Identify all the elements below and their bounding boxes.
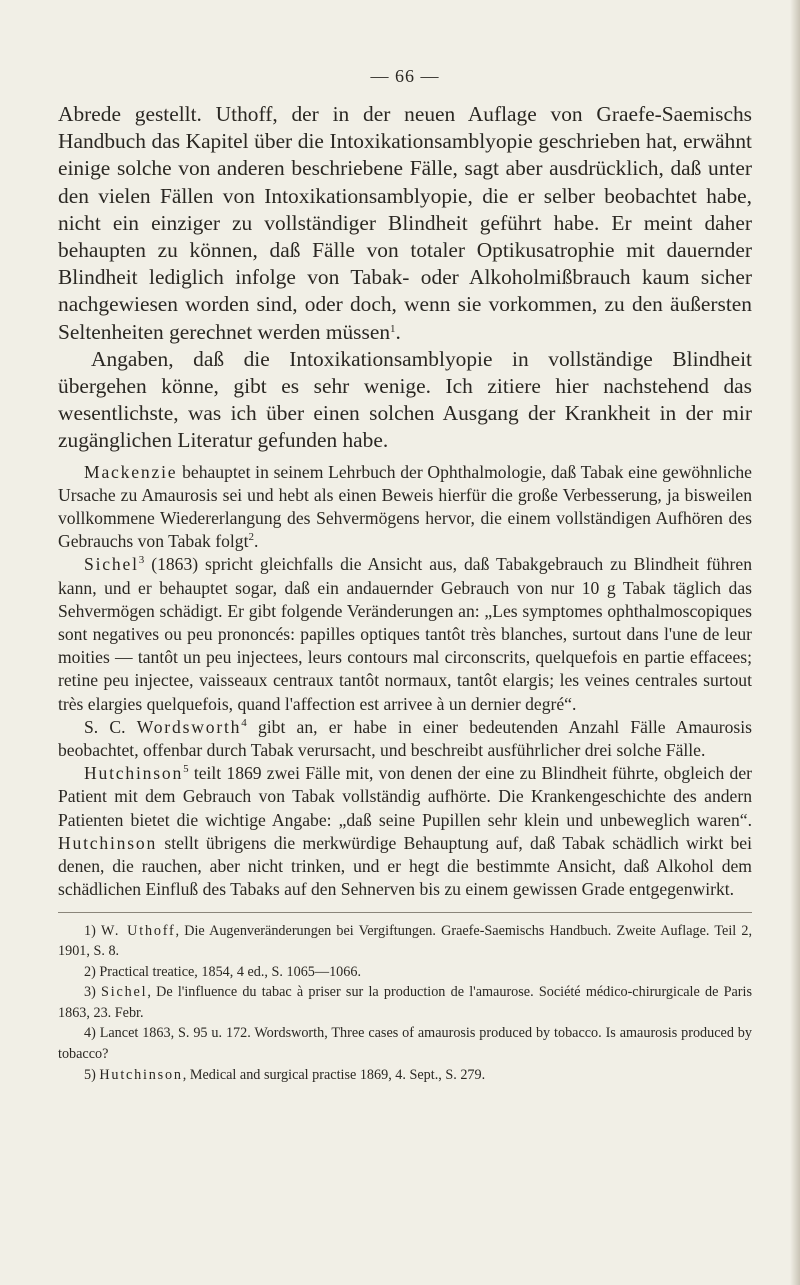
footnote-divider [58, 912, 752, 913]
footnote-number: 2) [84, 963, 100, 980]
footnote-ref: 3 [138, 554, 145, 567]
page-number: — 66 — [370, 66, 440, 86]
footnote-4 [58, 1023, 752, 1064]
footnote-5 [58, 1065, 752, 1086]
page-edge-shadow [790, 0, 800, 1285]
footnote-number: 3) [84, 984, 102, 1001]
author-name: Sichel [84, 554, 139, 575]
paragraph-text: stellt übrigens die merkwürdige Behauptung auf, daß Tabak schädlich wirkt bei denen, die rauchen, aber nicht trinken, und er hegt die bestimmte Ansicht, daß Alkohol dem schädlichen Einfluß des Tabaks auf den Sehnerven bis zu einem gewissen Grade entgegenwirkt. [58, 832, 752, 900]
paragraph-text: Angaben, daß die Intoxikationsamblyopie in vollständige Blindheit übergehen könne, gibt es sehr wenige. Ich zitiere hier nachstehend das wesentlichste, was ich über einen solchen Ausgang der Krankheit in der mir zugänglichen Literatur gefunden habe. [58, 346, 752, 453]
paragraph-text: teilt 1869 zwei Fälle mit, von denen der eine zu Blindheit führte, obgleich der Patient mit dem Gebrauch von Tabak vollständig aufhörte. Die Krankengeschichte des andern Patienten bietet die wichtige Angabe: „daß seine Pupillen sehr klein und unbeweglich waren“. [58, 763, 752, 830]
author-name: Hutchinson [99, 1066, 183, 1083]
paragraph-sichel [58, 553, 752, 715]
book-page [58, 0, 752, 1085]
cited-literature [58, 461, 752, 902]
footnote-text: , Die Augenveränderungen bei Vergiftungen. Graefe-Saemischs Handbuch. Zweite Auflage. Teil 2, 1901, S. 8. [58, 922, 753, 960]
footnote-ref: 1 [390, 322, 396, 335]
author-initials: S. C. [84, 716, 137, 737]
author-name: Wordsworth [136, 716, 242, 737]
footnote-ref: 2 [248, 531, 254, 544]
paragraph-text: behauptet in seinem Lehrbuch der Ophthalmologie, daß Tabak eine gewöhnliche Ursache zu Amaurosis sei und hebt als einen Beweis hierfür die große Verbesserung, ja bisweilen vollkommene Wiedererlangung des Sehvermögens hervor, die einem vollständigen Aufhören des Gebrauchs von Tabak folgt [58, 461, 752, 552]
punctuation: . [395, 319, 401, 344]
footnotes [58, 921, 752, 1086]
footnote-text: , Medical and surgical practise 1869, 4. Sept., S. 279. [182, 1066, 486, 1083]
author-name: Hutchinson [58, 832, 158, 853]
author-name: Mackenzie [84, 461, 178, 482]
footnote-number: 1) [84, 922, 101, 939]
footnote-text: Lancet 1863, S. 95 u. 172. Wordsworth, Three cases of amaurosis produced by tobacco. Is amaurosis produced by tobacco? [58, 1025, 752, 1063]
paragraph-text: Abrede gestellt. Uthoff, der in der neuen Auflage von Graefe-Saemischs Handbuch das Kapitel über die Intoxikationsamblyopie geschrieben hat, erwähnt einige solche von anderen beschriebene Fälle, sagt aber ausdrücklich, daß unter den vielen Fällen von Intoxikationsamblyopie, die er selber beobachtet habe, nicht ein einziger zu vollständiger Blindheit geführt habe. Er meint daher behaupten zu können, daß Fälle von totaler Optikusatrophie mit dauernder Blindheit lediglich infolge von Tabak- oder Alkoholmißbrauch kaum sicher nachgewiesen worden sind, oder doch, wenn sie vorkommen, zu den äußersten Seltenheiten gerechnet werden müssen [58, 102, 752, 344]
paragraph-angaben [58, 346, 752, 455]
paragraph-uthoff [58, 101, 752, 346]
paragraph-text: (1863) spricht gleichfalls die Ansicht aus, daß Tabakgebrauch zu Blindheit führen kann, und er behauptet sogar, daß ein andauernder Gebrauch von nur 10 g Tabak täglich das Sehvermögen schädigt. Er gibt folgende Veränderungen an: „Les symptomes ophthalmoscopiques sont negatives ou peu prononcés: papilles optiques tantôt très blanches, surtout dans l'une de leur moities — tantôt un peu injectees, leurs contours mal circonscrits, quelquefois en partie effacees; retine peu injectee, vaisseaux centraux tantôt normaux, tantôt elargis; les veines centrales surtout très elargies quelquefois, quand l'affection est arrivee à un dernier degré“. [58, 554, 752, 714]
paragraph-text: gibt an, er habe in einer bedeutenden Anzahl Fälle Amaurosis beobachtet, offenbar durch Tabak verursacht, und beschreibt ausführlicher drei solche Fälle. [58, 716, 752, 761]
author-name: Sichel [101, 984, 148, 1001]
main-text [58, 101, 752, 455]
footnote-ref: 5 [183, 763, 189, 776]
footnote-2 [58, 962, 752, 983]
footnote-number: 5) [84, 1066, 100, 1083]
author-name: Hutchinson [84, 763, 184, 784]
footnote-ref: 4 [241, 716, 247, 729]
paragraph-wordsworth [58, 716, 752, 762]
footnote-3 [58, 982, 752, 1023]
punctuation: . [253, 531, 259, 552]
footnote-text: Practical treatice, 1854, 4 ed., S. 1065—1066. [99, 963, 361, 980]
paragraph-mackenzie [58, 461, 752, 554]
footnote-text: , De l'influence du tabac à priser sur la production de l'amaurose. Société médico-chirurgicale de Paris 1863, 23. Febr. [58, 984, 752, 1021]
footnote-1 [58, 921, 752, 962]
author-name: W. Uthoff [100, 922, 176, 939]
footnote-number: 4) [84, 1025, 100, 1042]
paragraph-hutchinson [58, 762, 752, 901]
